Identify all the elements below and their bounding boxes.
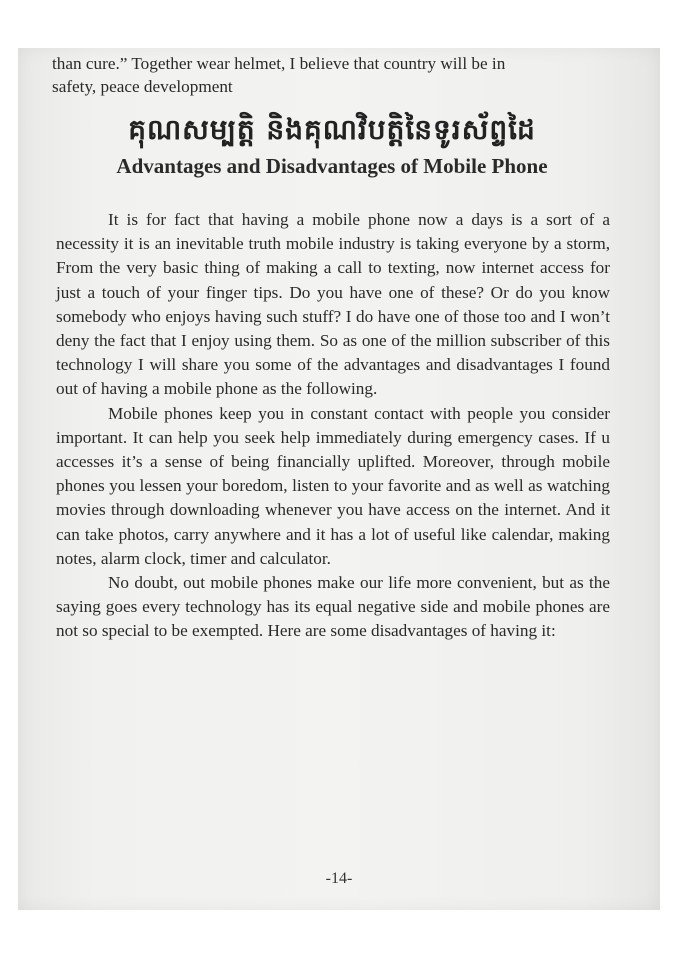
page-number: -14-: [325, 870, 353, 887]
continued-text: [52, 52, 612, 98]
paragraph-3: No doubt, out mobile phones make our life more convenient, but as the saying goes every technology has its equal negative side and mobile phones are not so special to be exempted. Here are some disadvantages of having it:: [56, 573, 610, 641]
english-title: Advantages and Disadvantages of Mobile Phone: [116, 154, 548, 178]
paragraph-1: It is for fact that having a mobile phone now a days is a sort of a necessity it is an inevitable truth mobile industry is taking everyone by a storm, From the very basic thing of making a call to texting, now internet access for just a touch of your finger tips. Do you have one of these? Or do you know somebody who enjoys having such stuff? I do have one of those too and I won’t deny the fact that I enjoy using them. So as one of the million subscriber of this technology I will share you some of the advantages and disadvantages I found out of having a mobile phone as the following.: [56, 210, 610, 399]
paragraph-2: Mobile phones keep you in constant contact with people you consider important. It can help you seek help immediately during emergency cases. If u accesses it’s a sense of being financially uplifted. Moreover, through mobile phones you lessen your boredom, listen to your favorite and as well as watching movies through downloading whenever you have access on the internet. And it can take photos, carry anywhere and it has a lot of useful like calendar, making notes, alarm clock, timer and calculator.: [56, 403, 610, 568]
khmer-title: គុណសម្បត្តិ និងគុណវិបត្តិនៃទូរស័ព្ទដៃ: [128, 113, 536, 146]
continued-line-1: than cure.” Together wear helmet, I believe that country will be in: [52, 54, 506, 73]
document-page: [52, 52, 612, 644]
continued-line-2: safety, peace development: [52, 77, 233, 96]
article-body: [52, 208, 610, 644]
